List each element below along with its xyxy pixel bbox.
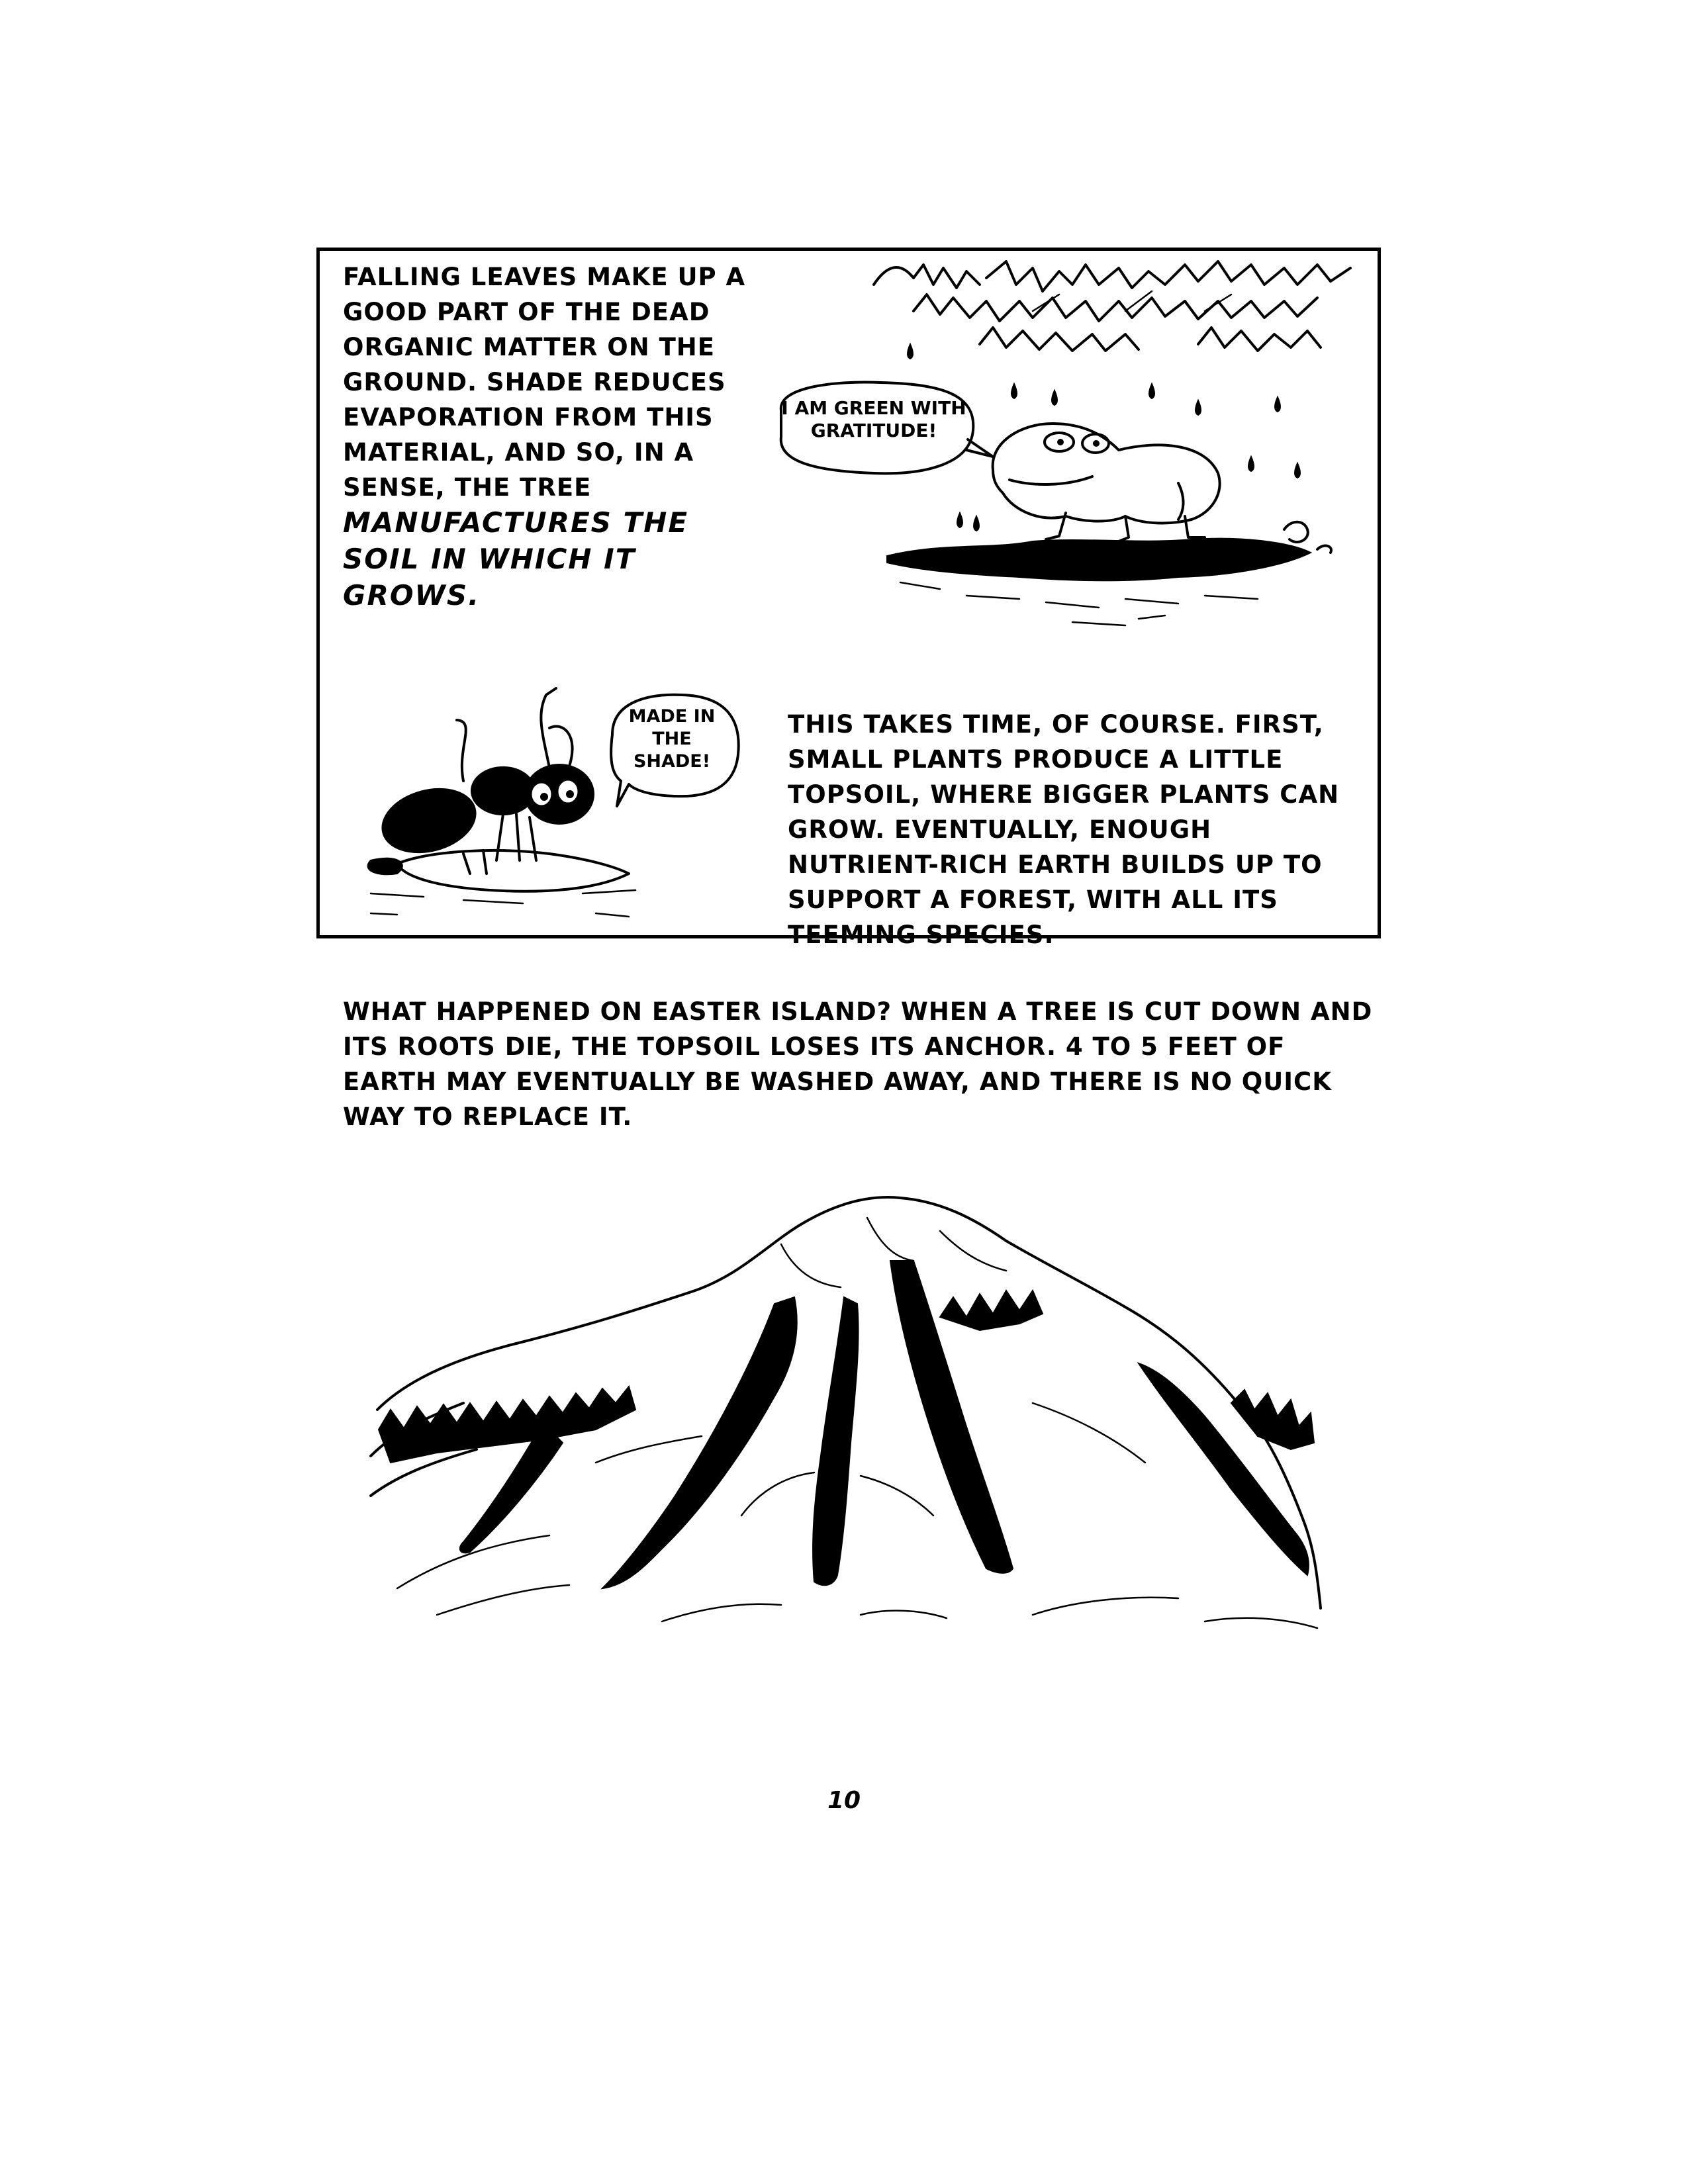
- ant-drawing: [375, 688, 594, 874]
- eroded-mountain-drawing: [371, 1197, 1321, 1628]
- tree-canopy-drawing: [874, 261, 1350, 351]
- caption-topsoil: THIS TAKES TIME, OF COURSE. FIRST, SMALL PLANTS PRODUCE A LITTLE TOPSOIL, WHERE BIGGER PLANTS CAN GROW. EVENTUALLY, ENOUGH NUTRIENT-RICH EARTH BUILDS UP TO SUPPORT A FOREST, WITH ALL ITS TEEMING SPECIES.: [788, 710, 1340, 949]
- ant-speech-text: MADE IN THE SHADE!: [628, 706, 716, 772]
- wet-ground-drawing: [887, 522, 1331, 625]
- caption-leaves-emphasis: MANUFACTURES THE SOIL IN WHICH IT GROWS.: [343, 506, 689, 612]
- caption-leaves-intro: FALLING LEAVES MAKE UP A GOOD PART OF THE DEAD ORGANIC MATTER ON THE GROUND. SHADE REDUCES EVAPORATION FROM THIS MATERIAL, AND SO, IN A SENSE, THE TREE: [343, 263, 746, 502]
- page-number: 10: [827, 1787, 861, 1814]
- frog-speech-text: I AM GREEN WITH GRATITUDE!: [781, 397, 966, 441]
- leaf-drawing: [368, 850, 635, 917]
- body-text-easter-island: WHAT HAPPENED ON EASTER ISLAND? WHEN A TREE IS CUT DOWN AND ITS ROOTS DIE, THE TOPSOIL LOSES ITS ANCHOR. 4 TO 5 FEET OF EARTH MAY EVENTUALLY BE WASHED AWAY, AND THERE IS NO QUICK WAY TO REPLACE IT.: [343, 997, 1373, 1131]
- frog-drawing: [993, 424, 1220, 541]
